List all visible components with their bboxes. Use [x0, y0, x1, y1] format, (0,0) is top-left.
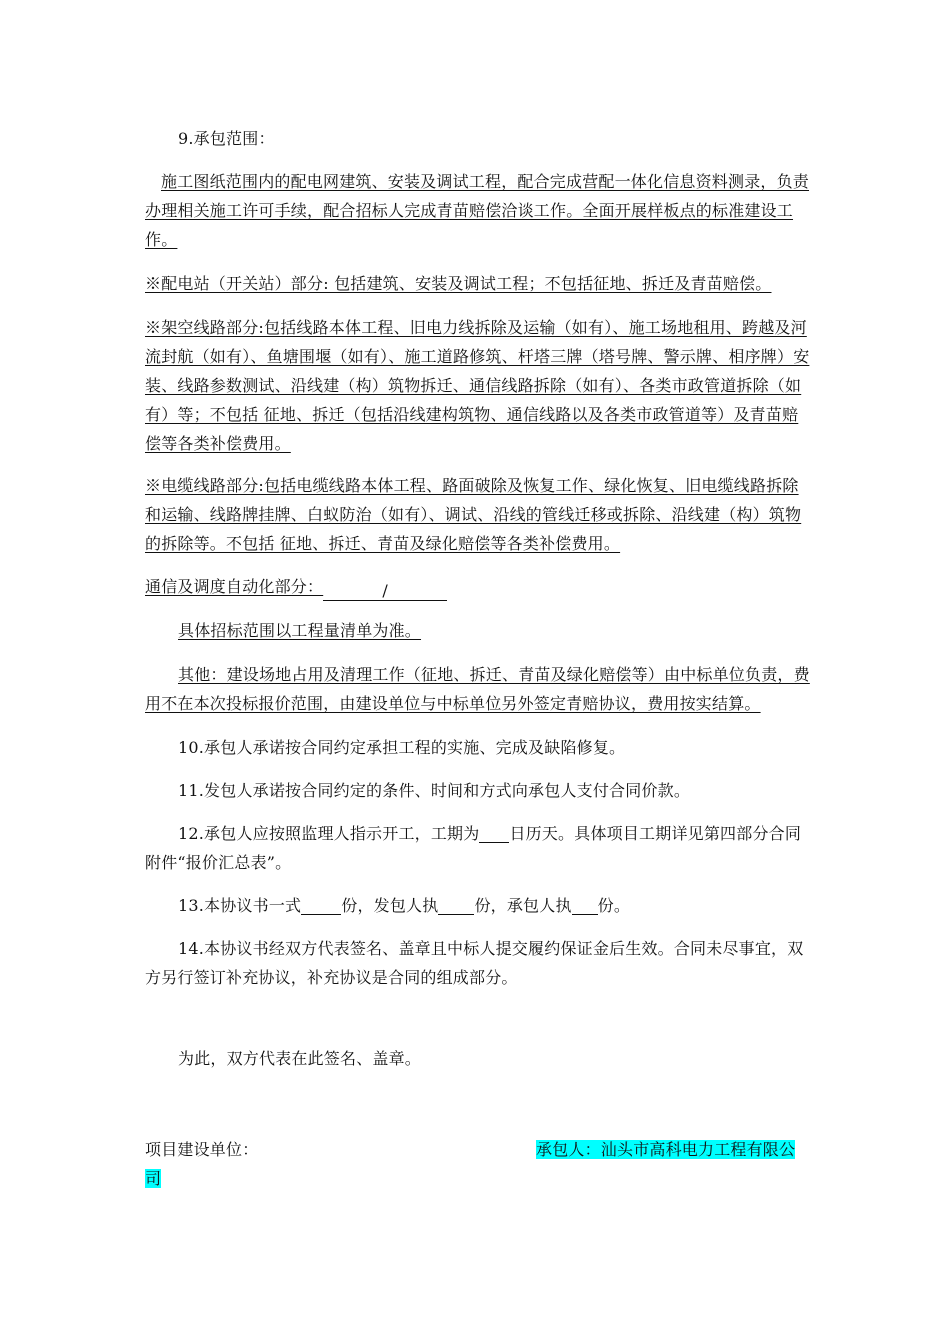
scope-note: 具体招标范围以工程量清单为准。 [178, 621, 422, 640]
contractor-name-text2: 司 [145, 1169, 162, 1188]
owner-label: 项目建设单位： [145, 1140, 259, 1159]
clause-13 [178, 891, 843, 920]
comm-dispatch-slash: / [382, 581, 388, 600]
clause-12-part2: 日历天。具体项目工期详见第四部分合同附件“报价汇总表”。 [145, 824, 802, 872]
cable-line-scope: ※电缆线路部分:包括电缆线路本体工程、路面破除及恢复工作、绿化恢复、旧电缆线路拆除和运输、线路牌挂牌、白蚁防治（如有）、调试、沿线的管线迁移或拆除、沿线建（构）筑物的拆除等。不包括 征地、拆迁、青苗及绿化赔偿等各类补偿费用。 [145, 476, 802, 553]
clause-12 [145, 819, 810, 877]
comm-dispatch-value [323, 582, 447, 601]
copies-owner-blank [438, 896, 474, 915]
clause-9-body: 施工图纸范围内的配电网建筑、安装及调试工程，配合完成营配一体化信息资料测录，负责办理相关施工许可手续，配合招标人完成青苗赔偿洽谈工作。全面开展样板点的标准建设工作。 [145, 172, 810, 249]
clause-14: 14.本协议书经双方代表签名、盖章且中标人提交履约保证金后生效。合同未尽事宜，双方另行签订补充协议，补充协议是合同的组成部分。 [145, 939, 804, 987]
clause-12-part1: 12.承包人应按照监理人指示开工，工期为 [178, 824, 480, 843]
clause-10: 10.承包人承诺按合同约定承担工程的实施、完成及缺陷修复。 [178, 738, 626, 757]
duration-blank [479, 824, 509, 843]
comm-dispatch-label: 通信及调度自动化部分： [145, 577, 324, 596]
contractor-name-line2 [145, 1164, 185, 1193]
contractor-name-text1: 承包人：汕头市高科电力工程有限公 [536, 1140, 796, 1159]
clause-13-part1: 13.本协议书一式 [178, 896, 302, 915]
clause-11: 11.发包人承诺按合同约定的条件、时间和方式向承包人支付合同价款。 [178, 781, 691, 800]
copies-total-blank [301, 896, 341, 915]
clause-13-part3: 份，承包人执 [474, 896, 572, 915]
contractor-name-line1 [536, 1135, 812, 1164]
sign-intro: 为此，双方代表在此签名、盖章。 [178, 1049, 422, 1068]
clause-13-part2: 份，发包人执 [341, 896, 439, 915]
clause-9-title: 9.承包范围： [178, 129, 275, 148]
distribution-station-scope: ※配电站（开关站）部分: 包括建筑、安装及调试工程；不包括征地、拆迁及青苗赔偿。 [145, 274, 772, 293]
other-scope: 其他：建设场地占用及清理工作（征地、拆迁、青苗及绿化赔偿等）由中标单位负责，费用不在本次投标报价范围，由建设单位与中标单位另外签定青赔协议，费用按实结算。 [145, 665, 810, 713]
comm-dispatch-row [145, 572, 810, 601]
overhead-line-scope: ※架空线路部分:包括线路本体工程、旧电力线拆除及运输（如有）、施工场地租用、跨越及河流封航（如有）、鱼塘围堰（如有）、施工道路修筑、杆塔三牌（塔号牌、警示牌、相序牌）安装、线路参数测试、沿线建（构）筑物拆迁、通信线路拆除（如有）、各类市政管道拆除（如有）等；不包括 征地、拆迁（包括沿线建构筑物、通信线路以及各类市政管道等）及青苗赔偿等各类补偿费用。 [145, 318, 810, 453]
copies-contractor-blank [572, 896, 598, 915]
clause-13-part4: 份。 [597, 896, 631, 915]
